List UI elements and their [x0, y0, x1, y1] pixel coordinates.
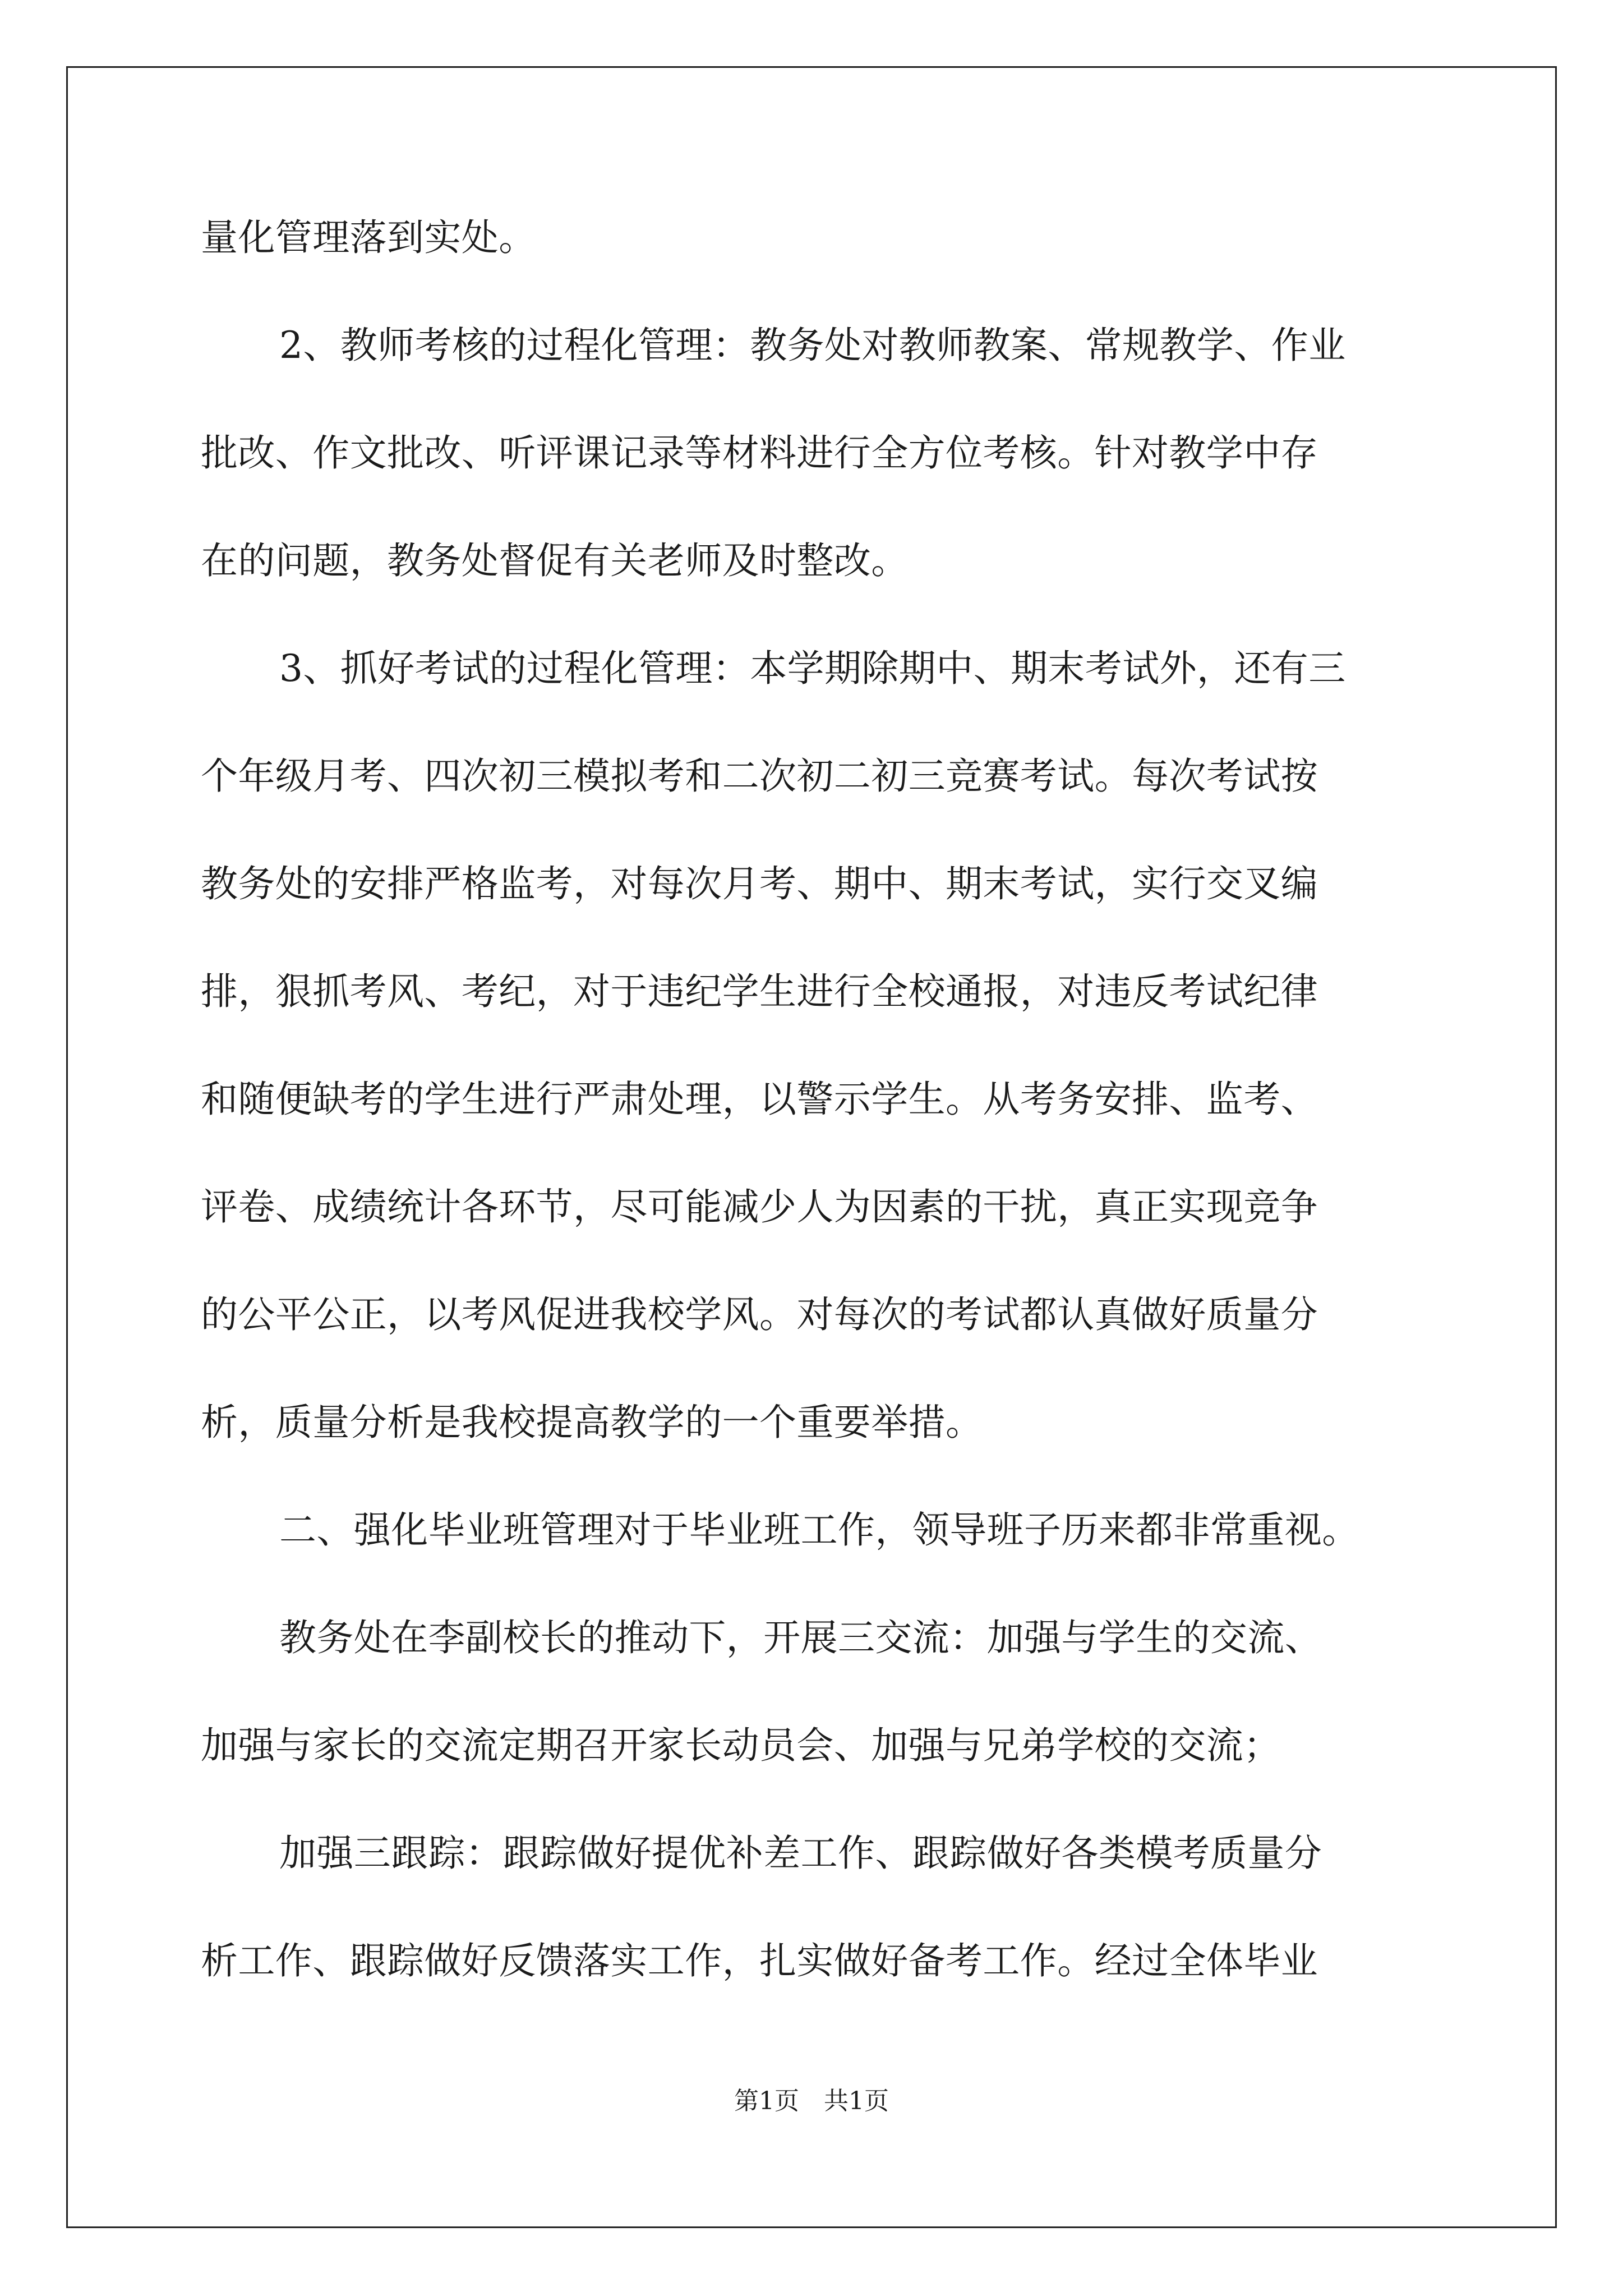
paragraph-start: 2、教师考核的过程化管理：教务处对教师教案、常规教学、作业 — [279, 324, 1346, 367]
paragraph-start: 二、强化毕业班管理对于毕业班工作，领导班子历来都非常重视。 — [279, 1508, 1359, 1552]
text-line: 评卷、成绩统计各环节，尽可能减少人为因素的干扰，真正实现竞争 — [201, 1185, 1318, 1228]
text-line: 量化管理落到实处。 — [201, 216, 536, 259]
text-line: 析，质量分析是我校提高教学的一个重要举措。 — [201, 1401, 983, 1444]
text-line: 排，狠抓考风、考纪，对于违纪学生进行全校通报，对违反考试纪律 — [201, 970, 1318, 1013]
paragraph-start: 3、抓好考试的过程化管理：本学期除期中、期末考试外，还有三 — [279, 647, 1346, 690]
text-line: 教务处的安排严格监考，对每次月考、期中、期末考试，实行交叉编 — [201, 862, 1318, 905]
text-line: 加强与家长的交流定期召开家长动员会、加强与兄弟学校的交流； — [201, 1724, 1281, 1767]
text-line: 的公平公正，以考风促进我校学风。对每次的考试都认真做好质量分 — [201, 1293, 1318, 1336]
text-line: 析工作、跟踪做好反馈落实工作，扎实做好备考工作。经过全体毕业 — [201, 1939, 1318, 1982]
text-line: 个年级月考、四次初三模拟考和二次初二初三竞赛考试。每次考试按 — [201, 754, 1318, 798]
text-line: 和随便缺考的学生进行严肃处理，以警示学生。从考务安排、监考、 — [201, 1078, 1318, 1121]
page-number-footer: 第1页 共1页 — [734, 2087, 889, 2115]
text-line: 在的问题，教务处督促有关老师及时整改。 — [201, 539, 909, 582]
document-body — [201, 206, 1429, 2037]
text-line: 批改、作文批改、听评课记录等材料进行全方位考核。针对教学中存 — [201, 431, 1318, 475]
paragraph-start: 教务处在李副校长的推动下，开展三交流：加强与学生的交流、 — [279, 1616, 1322, 1659]
paragraph-start: 加强三跟踪：跟踪做好提优补差工作、跟踪做好各类模考质量分 — [279, 1832, 1322, 1875]
